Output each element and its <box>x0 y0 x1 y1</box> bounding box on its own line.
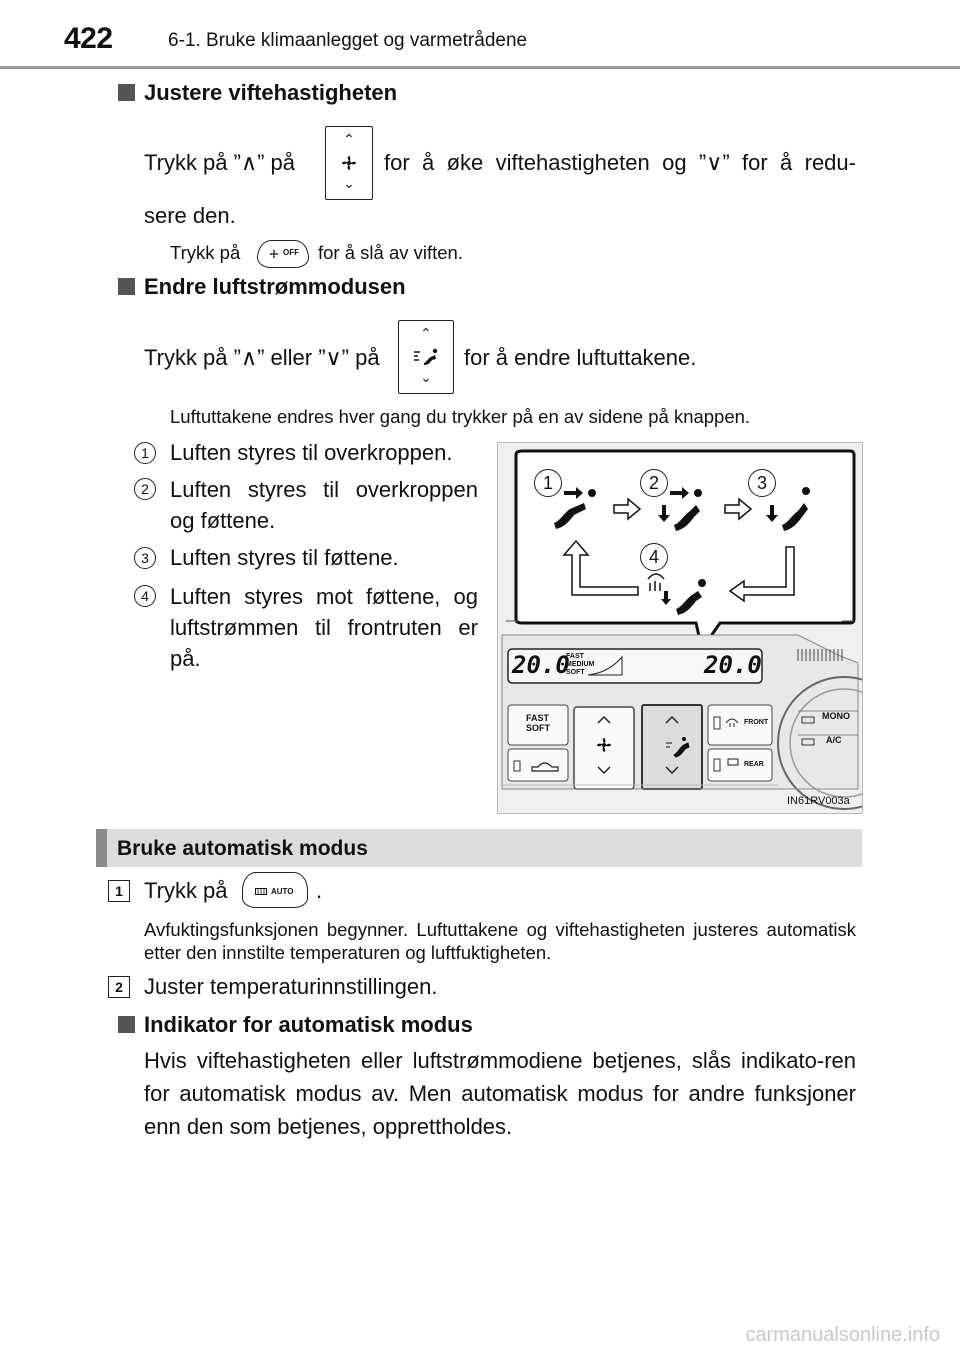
airflow-note: Luftuttakene endres hver gang du trykker på en av sidene på knappen. <box>170 406 751 427</box>
chevron-up-icon: ⌃ <box>343 131 355 147</box>
step-2-text: Juster temperaturinnstillingen. <box>144 974 438 999</box>
fan-speed-line1-end <box>384 150 856 176</box>
airflow-line1-start <box>144 345 380 371</box>
item-number-1: 1 <box>134 442 156 464</box>
watermark: carmanualsonline.info <box>745 1324 940 1346</box>
right-temp-display: 20.0 <box>704 651 762 679</box>
step-number-1: 1 <box>108 880 130 902</box>
figure-code: IN61RV003a <box>787 795 850 807</box>
fan-icon <box>268 248 280 260</box>
callout-number-1: 1 <box>534 469 562 497</box>
fan-level-soft: SOFT <box>566 669 585 676</box>
text: ” på <box>257 150 296 175</box>
callout-number-2: 2 <box>640 469 668 497</box>
climate-control-figure <box>497 442 863 814</box>
item-2-text-line1: Luften styres til overkroppen <box>170 477 478 502</box>
item-2-text-line2: og føttene. <box>170 508 276 533</box>
auto-label: AUTO <box>271 887 294 896</box>
fan-level-fast: FAST <box>566 653 584 660</box>
left-temp-display: 20.0 <box>512 651 570 679</box>
up-symbol: ∧ <box>240 150 258 175</box>
step-number-2: 2 <box>108 976 130 998</box>
chevron-down-icon: ⌄ <box>343 175 355 191</box>
airflow-heading <box>118 274 406 300</box>
item-4-text-line2: luftstrømmen til frontruten er <box>170 615 478 640</box>
section-title: Bruke automatisk modus <box>117 837 368 860</box>
item-1-text: Luften styres til overkroppen. <box>170 440 453 465</box>
fan-speed-button-icon <box>325 126 373 200</box>
text: ” eller ” <box>257 345 326 370</box>
item-4-text-line3: på. <box>170 646 201 671</box>
square-bullet-icon <box>118 1016 135 1033</box>
auto-indicator-paragraph: Hvis viftehastigheten eller luftstrømmodiene betjenes, slås indikato-ren for automatisk modus av. Men automatisk modus for andre funksjoner enn den som betjenes, opprettholdes. <box>144 1048 856 1139</box>
airflow-mode-icon <box>411 347 441 367</box>
mono-button: MONO <box>822 711 850 721</box>
airflow-line1-end: for å endre luftuttakene. <box>464 345 697 370</box>
ac-button: A/C <box>826 735 842 745</box>
fan-off-note-end: for å slå av viften. <box>318 242 463 263</box>
item-number-3: 3 <box>134 547 156 569</box>
step-1-text-end: . <box>316 878 323 903</box>
fan-icon <box>339 153 359 173</box>
fan-speed-line2: sere den. <box>144 203 236 228</box>
grid-icon <box>255 888 267 895</box>
chevron-down-icon: ⌄ <box>420 369 432 385</box>
soft-label: SOFT <box>526 723 550 733</box>
text: ” for å redu- <box>722 150 856 175</box>
off-label: OFF <box>283 248 299 257</box>
item-number-2: 2 <box>134 478 156 500</box>
fast-label: FAST <box>526 713 550 723</box>
fan-level-medium: MEDIUM <box>566 661 595 668</box>
chapter-title: 6-1. Bruke klimaanlegget og varmetrådene <box>168 30 528 51</box>
fan-off-note-start: Trykk på <box>170 242 241 263</box>
fast-soft-button <box>526 713 550 733</box>
chevron-up-icon: ⌃ <box>420 325 432 341</box>
fan-speed-heading-text: Justere viftehastigheten <box>144 80 398 105</box>
rear-defog-button: REAR <box>744 761 764 768</box>
up-symbol: ∧ <box>240 345 258 370</box>
down-symbol: ∨ <box>706 150 723 175</box>
text: ” på <box>341 345 380 370</box>
auto-indicator-heading-text: Indikator for automatisk modus <box>144 1012 473 1037</box>
item-number-4: 4 <box>134 585 156 607</box>
header-divider <box>0 66 960 69</box>
fan-speed-heading <box>118 80 397 106</box>
square-bullet-icon <box>118 84 135 101</box>
auto-button-icon <box>242 872 308 908</box>
fan-level-labels <box>566 653 594 677</box>
text: Trykk på ” <box>144 345 241 370</box>
down-symbol: ∨ <box>325 345 342 370</box>
step-1-note: Avfuktingsfunksjonen begynner. Luftuttakene og viftehastigheten justeres automatisk etter den innstilte temperaturen og luftfuktigheten. <box>144 919 856 963</box>
callout-number-3: 3 <box>748 469 776 497</box>
climate-panel-illustration <box>498 443 862 813</box>
square-bullet-icon <box>118 278 135 295</box>
step-1-text-start: Trykk på <box>144 878 228 903</box>
front-defog-button: FRONT <box>744 719 769 726</box>
text: Trykk på ” <box>144 150 241 175</box>
section-bar-auto-mode <box>96 829 862 867</box>
item-3-text: Luften styres til føttene. <box>170 545 399 570</box>
callout-number-4: 4 <box>640 543 668 571</box>
fan-off-button-icon <box>257 240 309 268</box>
airflow-button-icon <box>398 320 454 394</box>
auto-indicator-heading <box>118 1012 473 1038</box>
item-4-text-line1: Luften styres mot føttene, og <box>170 584 478 609</box>
text: for å øke viftehastigheten og ” <box>384 150 707 175</box>
page-number: 422 <box>64 22 113 55</box>
airflow-heading-text: Endre luftstrømmodusen <box>144 274 406 299</box>
fan-speed-line1-start <box>144 150 319 176</box>
